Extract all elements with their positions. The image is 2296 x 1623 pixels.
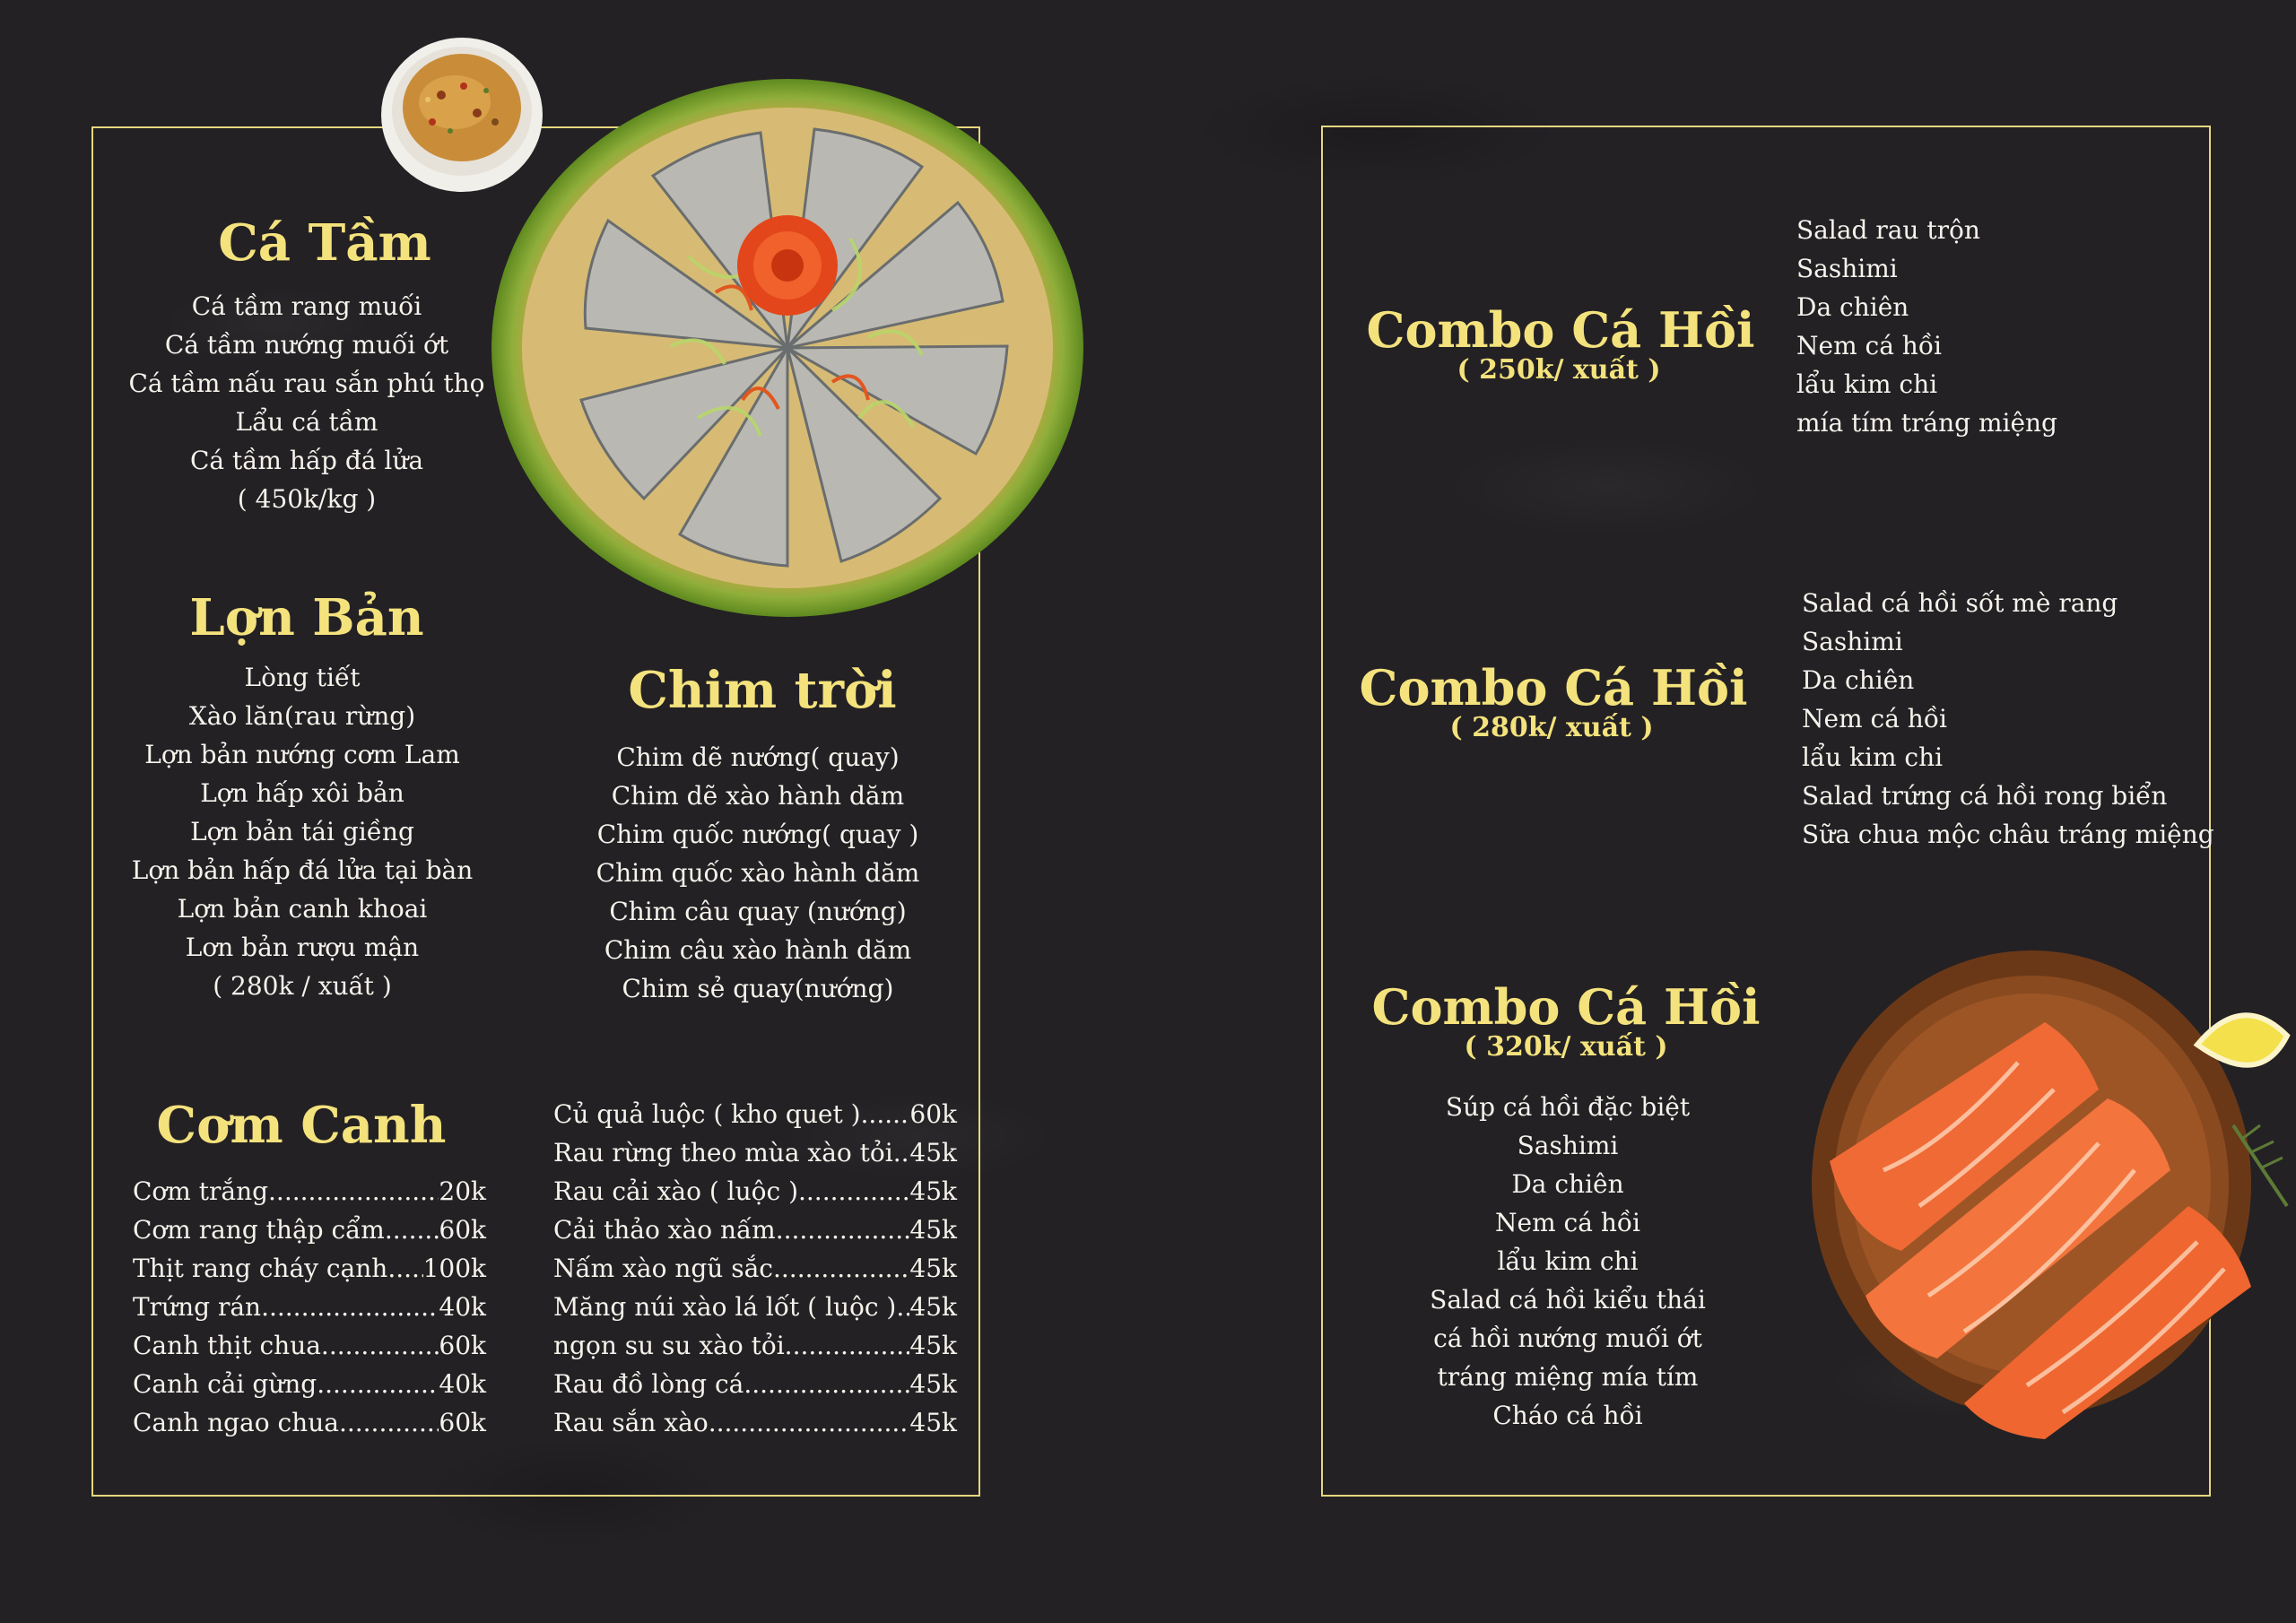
menu-item [553,1249,957,1288]
menu-item: Súp cá hồi đặc biệt [1445,1092,1691,1122]
menu-item-name: Rau rừng theo mùa xào tỏi [553,1138,893,1167]
menu-item-price: 20k [439,1176,486,1206]
menu-item-price: 40k [439,1369,486,1399]
menu-item-name: Canh thịt chua [133,1331,321,1360]
menu-item [133,1249,486,1288]
menu-item-name: Củ quả luộc ( kho quet ) [553,1099,861,1129]
menu-item: ( 280k / xuất ) [213,971,392,1001]
menu-item: Da chiên [1802,665,1915,695]
menu-item [553,1172,957,1211]
menu-item-price: 45k [909,1408,957,1437]
menu-item: Salad trứng cá hồi rong biển [1802,781,2168,811]
menu-item: Nem cá hồi [1796,331,1942,360]
menu-item-name: Rau cải xào ( luộc ) [553,1176,798,1206]
menu-item: Lơn bản rượu mận [185,933,420,962]
menu-item [553,1288,957,1326]
menu-item: mía tím tráng miệng [1796,408,2057,438]
salmon-board-image [1812,937,2296,1448]
menu-item [553,1403,957,1442]
menu-item-price: 60k [439,1408,486,1437]
menu-item: Sữa chua mộc châu tráng miệng [1802,820,2214,849]
menu-item-name: Cải thảo xào nấm [553,1215,776,1245]
menu-item: Sashimi [1517,1131,1619,1160]
menu-item: Lợn hấp xôi bản [200,778,404,808]
dot-leader [798,1172,909,1211]
menu-item [133,1288,486,1326]
dot-leader [893,1133,910,1172]
combo-1-list [1796,211,2057,442]
menu-item: tráng miệng mía tím [1437,1362,1699,1392]
dot-leader [861,1095,910,1133]
menu-item [133,1403,486,1442]
menu-item: Lẩu cá tầm [235,407,378,437]
menu-item: Chim câu quay (nướng) [609,897,907,926]
dot-leader [776,1211,910,1249]
menu-item: cá hồi nướng muối ớt [1433,1324,1702,1353]
menu-item: Cá tầm rang muối [191,291,422,321]
combo-3-list [1430,1088,1706,1435]
dot-leader [709,1403,910,1442]
menu-item: Chim quốc nướng( quay ) [596,820,919,849]
menu-item-price: 45k [909,1176,957,1206]
dot-leader [268,1172,439,1211]
combo-2-list [1802,584,2214,854]
menu-item-price: 45k [909,1369,957,1399]
dot-leader [321,1326,439,1365]
menu-item: Sashimi [1796,254,1898,283]
dot-leader [773,1249,909,1288]
menu-item: ( 450k/kg ) [237,484,377,514]
menu-item: Chim dẽ xào hành dăm [611,781,905,811]
menu-item-price: 100k [422,1254,486,1283]
dot-leader [387,1249,422,1288]
menu-item-name: Măng núi xào lá lốt ( luộc ) [553,1292,897,1322]
menu-item: Salad cá hồi sốt mè rang [1802,588,2118,618]
dot-leader [317,1365,439,1403]
menu-item [553,1133,957,1172]
menu-item: lẩu kim chi [1796,369,1938,399]
menu-item [553,1095,957,1133]
menu-item: Xào lăn(rau rừng) [188,701,416,731]
menu-item: Sashimi [1802,627,1903,656]
menu-item: Da chiên [1796,292,1909,322]
dot-leader [744,1365,909,1403]
menu-item: Cá tầm nướng muối ớt [164,330,449,360]
menu-item-name: ngọn su su xào tỏi [553,1331,785,1360]
menu-item: Nem cá hồi [1802,704,1947,733]
combo-3-title: Combo Cá Hồi [1371,978,1761,1036]
combo-2-title: Combo Cá Hồi [1359,659,1748,716]
menu-item-name: Cơm rang thập cẩm [133,1215,385,1245]
menu-item: Salad rau trộn [1796,215,1980,245]
chim-troi-title: Chim trời [628,661,897,720]
dot-leader [339,1403,439,1442]
com-canh-list [133,1172,486,1442]
menu-item-price: 40k [439,1292,486,1322]
menu-item-name: Canh cải gừng [133,1369,317,1399]
vegetable-list [553,1095,957,1442]
menu-item-name: Canh ngao chua [133,1408,339,1437]
ca-tam-title: Cá Tầm [218,213,431,273]
dot-leader [785,1326,910,1365]
menu-item-price: 60k [439,1331,486,1360]
menu-item: Salad cá hồi kiểu thái [1430,1285,1706,1315]
combo-1-price: ( 250k/ xuất ) [1457,354,1661,386]
menu-item: Chim quốc xào hành dăm [596,858,920,888]
menu-item-name: Cơm trắng [133,1176,269,1206]
menu-item-price: 45k [909,1254,957,1283]
lon-ban-title: Lợn Bản [189,588,424,647]
combo-1-title: Combo Cá Hồi [1366,301,1755,359]
menu-item-name: Nấm xào ngũ sắc [553,1254,773,1283]
menu-item-name: Thịt rang cháy cạnh [133,1254,388,1283]
menu-item-name: Trứng rán [133,1292,262,1322]
menu-item: lẩu kim chi [1497,1246,1639,1276]
menu-item-name: Rau sắn xào [553,1408,709,1437]
menu-item [133,1326,486,1365]
menu-item-price: 45k [909,1215,957,1245]
menu-item-name: Rau đồ lòng cá [553,1369,744,1399]
menu-item-price: 45k [909,1292,957,1322]
menu-item: Cháo cá hồi [1492,1401,1643,1430]
chim-troi-list [596,738,920,1008]
menu-item: Lợn bản tái giềng [190,817,414,846]
menu-item: Chim dẽ nướng( quay) [616,742,900,772]
menu-item-price: 45k [909,1331,957,1360]
menu-item: Chim sẻ quay(nướng) [622,974,894,1003]
menu-item: Cá tầm nấu rau sắn phú thọ [128,369,485,398]
com-canh-title: Cơm Canh [156,1096,447,1155]
menu-item: Lợn bản hấp đá lửa tại bàn [131,855,474,885]
sturgeon-platter-image [491,77,1083,619]
menu-item: Chim câu xào hành dăm [604,935,912,965]
menu-item: Lòng tiết [244,663,361,692]
menu-item: Cá tầm hấp đá lửa [189,446,424,475]
dot-leader [385,1211,439,1249]
menu-item [553,1326,957,1365]
menu-item [553,1365,957,1403]
menu-item [133,1172,486,1211]
ca-tam-list [128,287,484,518]
menu-item-price: 60k [439,1215,486,1245]
menu-item [553,1211,957,1249]
menu-item [133,1365,486,1403]
menu-item [133,1211,486,1249]
menu-item: lẩu kim chi [1802,742,1944,772]
combo-2-price: ( 280k/ xuất ) [1449,712,1654,743]
dot-leader [261,1288,439,1326]
menu-item-price: 45k [909,1138,957,1167]
menu-item: Da chiên [1511,1169,1624,1199]
menu-item: Lợn bản canh khoai [177,894,428,924]
combo-3-price: ( 320k/ xuất ) [1464,1031,1668,1063]
menu-item: Nem cá hồi [1495,1208,1640,1237]
menu-item-price: 60k [909,1099,957,1129]
dot-leader [896,1288,909,1326]
lon-ban-list [132,658,474,1005]
menu-item: Lợn bản nướng cơm Lam [144,740,460,769]
